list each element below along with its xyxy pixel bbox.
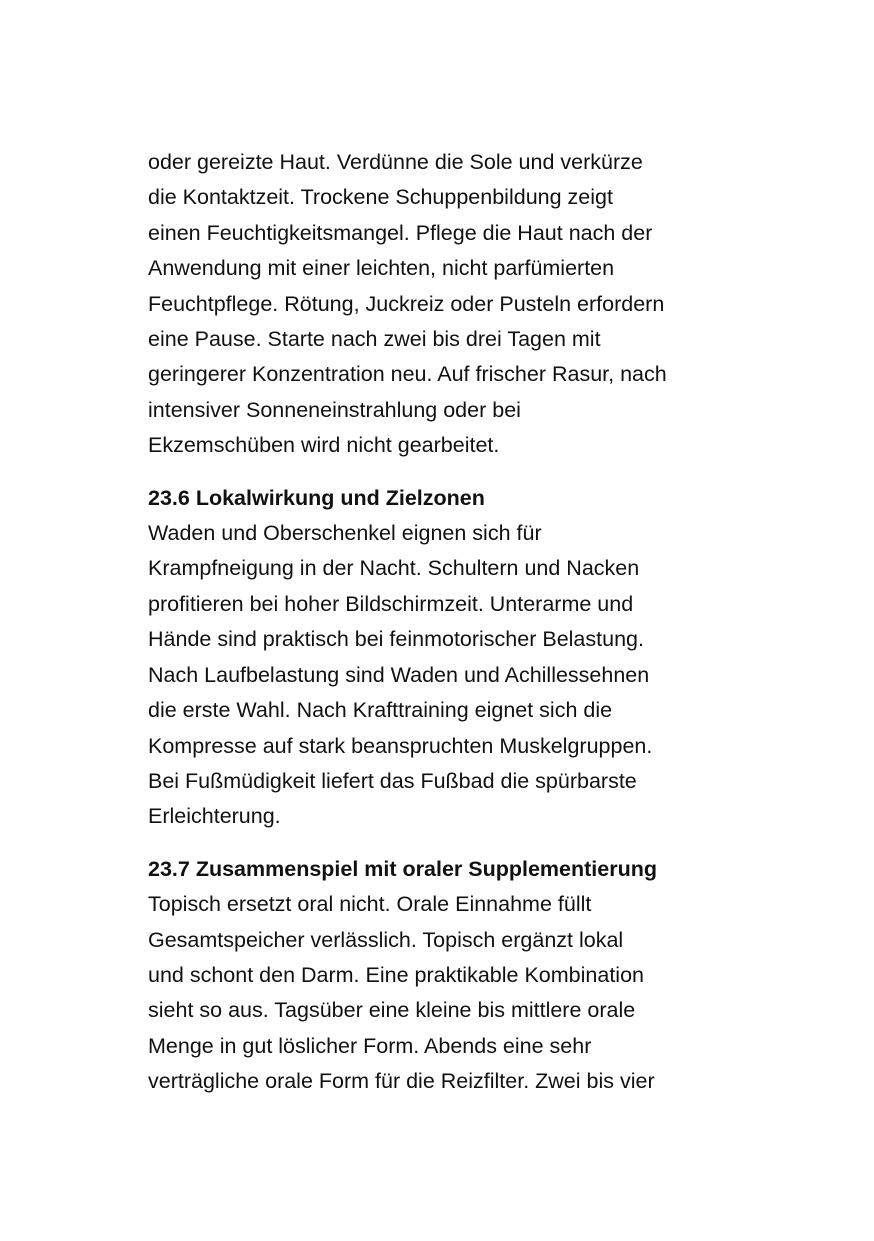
paragraph-line: intensiver Sonneneinstrahlung oder bei (148, 397, 521, 422)
paragraph-line: Feuchtpflege. Rötung, Juckreiz oder Pusteln erfordern (148, 291, 665, 316)
paragraph-line: verträgliche orale Form für die Reizfilter. Zwei bis vier (148, 1069, 655, 1094)
paragraph-line: Bei Fußmüdigkeit liefert das Fußbad die spürbarste (148, 768, 637, 793)
paragraph-line: Erleichterung. (148, 804, 281, 829)
paragraph-line: Hände sind praktisch bei feinmotorischer Belastung. (148, 627, 644, 652)
text-column (148, 145, 738, 1100)
section-23-7 (148, 852, 738, 1100)
section-23-6 (148, 481, 738, 835)
paragraph-intro (148, 145, 738, 464)
paragraph-line: sieht so aus. Tagsüber eine kleine bis mittlere orale (148, 998, 636, 1023)
section-spacer (148, 464, 738, 481)
paragraph-line: Menge in gut löslicher Form. Abends eine sehr (148, 1033, 592, 1058)
paragraph-line: Gesamtspeicher verlässlich. Topisch ergänzt lokal (148, 927, 624, 952)
paragraph-line: die Kontaktzeit. Trockene Schuppenbildung zeigt (148, 185, 613, 210)
paragraph-line: geringerer Konzentration neu. Auf frischer Rasur, nach (148, 362, 667, 387)
paragraph-line: Anwendung mit einer leichten, nicht parfümierten (148, 256, 615, 281)
section-spacer (148, 835, 738, 852)
paragraph-line: einen Feuchtigkeitsmangel. Pflege die Haut nach der (148, 220, 653, 245)
paragraph-line: die erste Wahl. Nach Krafttraining eignet sich die (148, 698, 613, 723)
paragraph-line: Ekzemschüben wird nicht gearbeitet. (148, 433, 500, 458)
paragraph-line: Waden und Oberschenkel eignen sich für (148, 521, 542, 546)
section-heading: 23.6 Lokalwirkung und Zielzonen (148, 485, 485, 510)
section-heading: 23.7 Zusammenspiel mit oraler Supplementierung (148, 856, 657, 881)
paragraph-line: Nach Laufbelastung sind Waden und Achillessehnen (148, 662, 650, 687)
paragraph-line: profitieren bei hoher Bildschirmzeit. Unterarme und (148, 591, 634, 616)
paragraph-line: oder gereizte Haut. Verdünne die Sole und verkürze (148, 150, 643, 174)
paragraph-line: Kompresse auf stark beanspruchten Muskelgruppen. (148, 733, 653, 758)
paragraph-line: und schont den Darm. Eine praktikable Kombination (148, 962, 644, 987)
paragraph-line: Krampfneigung in der Nacht. Schultern und Nacken (148, 556, 640, 581)
paragraph-line: eine Pause. Starte nach zwei bis drei Tagen mit (148, 327, 601, 352)
paragraph-line: Topisch ersetzt oral nicht. Orale Einnahme füllt (148, 892, 592, 917)
